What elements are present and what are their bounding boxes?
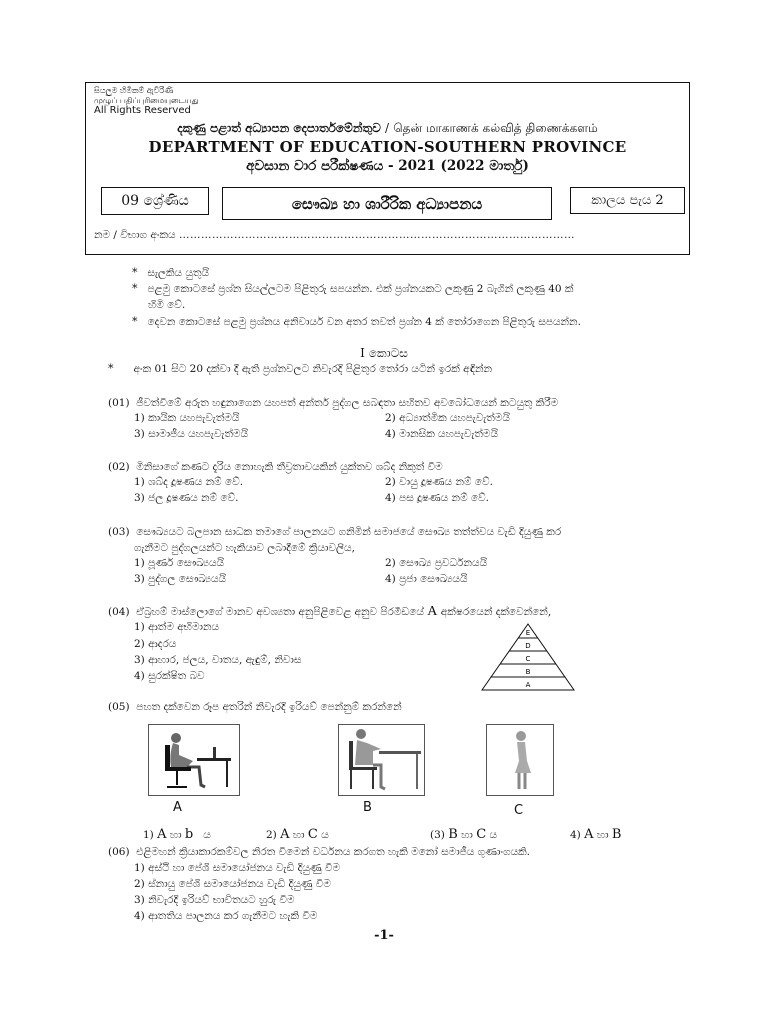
person-head-icon bbox=[356, 729, 366, 739]
person-body-icon bbox=[170, 743, 193, 767]
q4-option-1[interactable]: 1) ආත්ම අභිමානය bbox=[134, 621, 220, 633]
q3-option-3[interactable]: 3) පුද්ගල සෞඛ්‍යයයි bbox=[134, 573, 227, 585]
exam-title: අවසාන වාර පරීක්ෂණය - 2021 (2022 මාර්තු) bbox=[246, 158, 529, 174]
instruction-text: දෙවන කොටසේ පළමු ප්‍රශ්නය අනිවාර්ය වන අතර තවත් ප්‍රශ්න 4 ක් තෝරාගෙන පිළිතුරු සපයන්න. bbox=[147, 316, 581, 328]
q4-option-3[interactable]: 3) ආහාර, ජලය, වාතය, ඇඳුම්, නිවාස bbox=[134, 654, 302, 666]
instruction-text: සැලකිය යුතුයි bbox=[147, 267, 210, 279]
time-label: කාලය පැය 2 bbox=[591, 193, 664, 208]
option-conjunction: හා bbox=[596, 829, 609, 841]
pyramid-level-e: E bbox=[525, 629, 531, 637]
instruction-2-cont bbox=[148, 298, 185, 312]
q5-option-3[interactable] bbox=[430, 827, 497, 842]
option-number: 2) bbox=[266, 829, 277, 841]
bullet: * bbox=[132, 315, 138, 328]
name-index-row bbox=[94, 229, 575, 242]
person-head-icon bbox=[516, 731, 526, 741]
maslow-pyramid bbox=[478, 622, 578, 692]
q3-option-4[interactable]: 4) ප්‍රජා සෞඛ්‍යයයි bbox=[385, 573, 468, 585]
question-text: මිනිසාගේ කණට දැරිය නොහැකි තීව්‍රතාවයකින් යුක්තව ශබ්ද නිකුත් වීම bbox=[136, 461, 443, 473]
option-number: (3) bbox=[430, 829, 445, 841]
q3-option-1[interactable]: 1) පූර්ණ සෞඛ්‍යයයි bbox=[134, 557, 225, 569]
person-body-icon bbox=[515, 742, 531, 773]
instruction-1 bbox=[132, 266, 209, 280]
q2-option-4[interactable]: 4) පස දූෂණය නම් වේ. bbox=[385, 492, 490, 504]
question-number: (01) bbox=[108, 397, 130, 409]
option-letter: A bbox=[584, 827, 594, 842]
q1-option-2[interactable]: 2) අධ්‍යාත්මික යහපැවැත්මයි bbox=[385, 412, 510, 424]
question-number: (04) bbox=[108, 606, 130, 618]
option-suffix: ය bbox=[321, 829, 329, 841]
q6-option-4[interactable]: 4) ආතතිය පාලනය කර ගැනීමට හැකි වීම bbox=[134, 910, 318, 922]
question-number: (06) bbox=[108, 846, 130, 858]
image-b-label: B bbox=[363, 800, 372, 815]
q1-option-4[interactable]: 4) මානසික යහපැවැත්මයි bbox=[385, 428, 499, 440]
copyright-notice bbox=[94, 86, 199, 116]
question-text-end: අක්ෂරයෙන් දක්වෙන්නේ, bbox=[440, 606, 552, 618]
q5-option-1[interactable] bbox=[143, 827, 211, 842]
q5-option-2[interactable] bbox=[266, 827, 329, 842]
copyright-english: All Rights Reserved bbox=[94, 105, 191, 116]
chair-back-icon bbox=[349, 741, 353, 769]
q6-option-2[interactable]: 2) ස්නායු පේශි සමායෝජනය වැඩි දියුණු වීම bbox=[134, 878, 331, 890]
pyramid-level-b: B bbox=[525, 668, 531, 676]
posture-image-b bbox=[338, 724, 425, 796]
posture-image-a bbox=[148, 724, 240, 796]
option-conjunction: හා bbox=[461, 829, 473, 841]
option-letter: b bbox=[184, 827, 194, 842]
option-suffix: ය bbox=[489, 829, 498, 841]
copyright-tamil: முழுப் பதிப்புரிமையுடையது bbox=[94, 96, 199, 105]
posture-image-c bbox=[486, 724, 554, 796]
q1-option-3[interactable]: 3) සාමාජීය යහපැවැත්මයි bbox=[134, 428, 249, 440]
table-icon bbox=[379, 751, 421, 754]
question-1 bbox=[108, 396, 558, 411]
bullet: * bbox=[132, 266, 138, 279]
option-letter: C bbox=[307, 827, 318, 842]
time-box bbox=[570, 187, 685, 214]
department-tamil: தென் மாகாணக் கல்வித் திணைக்களம் bbox=[393, 121, 598, 135]
option-conjunction: හා bbox=[169, 829, 182, 841]
option-letter: B bbox=[611, 827, 622, 842]
department-line bbox=[85, 121, 690, 137]
option-suffix: ය bbox=[203, 829, 211, 841]
question-number: (05) bbox=[108, 701, 130, 713]
q4-option-2[interactable]: 2) ආදරය bbox=[134, 638, 177, 650]
subject-label: සෞඛ්‍ය හා ශාරීරික අධ්‍යාපනය bbox=[291, 194, 483, 213]
instruction-text: පළමු කොටසේ ප්‍රශ්න සියල්ලටම පිළිතුරු සපයන්න. එක් ප්‍රශ්නයකට ලකුණු 2 බැගින් ලකුණු 40 ක් bbox=[147, 283, 574, 295]
laptop-icon bbox=[213, 747, 216, 758]
subject-box bbox=[222, 187, 552, 220]
question-5 bbox=[108, 700, 402, 715]
question-text: සෞඛ්‍යයට බලපාන සාධක තමාගේ පාලනයට ගනිමින් සමාජයේ සෞඛ්‍ය තත්ත්වය වැඩි දියුණු කර bbox=[136, 526, 562, 538]
question-text: පහත දක්වෙන රූප අතරින් නිවැරදි ඉරියව් පෙන්නුම් කරන්නේ bbox=[136, 701, 402, 713]
person-head-icon bbox=[171, 733, 181, 743]
q6-option-1[interactable]: 1) අස්ථි හා පේශි සමායෝජනය වැඩි දියුණු වීම bbox=[134, 862, 341, 874]
question-letter: A bbox=[427, 604, 438, 619]
instruction-2 bbox=[132, 282, 573, 296]
department-separator: / bbox=[385, 121, 390, 135]
name-index-label: නම / විභාග අංකය bbox=[94, 229, 176, 241]
q2-option-1[interactable]: 1) ශබ්ද දූෂණය නම් වේ. bbox=[134, 476, 244, 488]
option-letter: B bbox=[448, 827, 458, 842]
section-note-text: අංක 01 සිට 20 දක්වා දී ඇති ප්‍රශ්නවලට නිවැරදි පිළිතුර තෝරා යටින් ඉරක් අඳින්න bbox=[133, 363, 493, 375]
grade-box bbox=[101, 187, 209, 215]
grade-label: 09 ශ්‍රේණිය bbox=[121, 193, 189, 209]
image-a-label: A bbox=[173, 800, 182, 815]
q3-option-2[interactable]: 2) සෞඛ්‍ය ප්‍රවර්ධනයයි bbox=[385, 557, 488, 569]
name-index-field[interactable]: ……………………………………………………………………………………………… bbox=[178, 229, 575, 241]
desk-icon bbox=[197, 758, 231, 761]
q1-option-1[interactable]: 1) කායික යහපැවැත්මයි bbox=[134, 412, 240, 424]
copyright-sinhala: සියලුම හිමිකම් ඇවිරිණි bbox=[94, 86, 174, 95]
question-text: එළිමහන් ක්‍රියාකාරකම්වල නිරත වීමෙන් වර්ධනය කරගත හැකි මනෝ සමාජීය ගුණාංගයකි. bbox=[136, 846, 531, 858]
option-number: 1) bbox=[143, 829, 154, 841]
section-title: I කොටස bbox=[360, 346, 408, 360]
instruction-text: හිමි වේ. bbox=[148, 299, 186, 311]
option-number: 4) bbox=[570, 829, 581, 841]
q5-option-4[interactable] bbox=[570, 827, 621, 842]
question-number: (02) bbox=[108, 461, 130, 473]
q2-option-2[interactable]: 2) වායු දූෂණය නම් වේ. bbox=[385, 476, 493, 488]
department-sinhala: දකුණු පළාත් අධ්‍යාපන දෙපාර්තමේන්තුව bbox=[177, 121, 381, 135]
bullet: * bbox=[108, 362, 114, 375]
page-number: -1- bbox=[374, 928, 394, 943]
chair-back-icon bbox=[165, 745, 170, 769]
question-4 bbox=[108, 604, 551, 620]
section-note bbox=[108, 362, 492, 376]
question-number: (03) bbox=[108, 526, 130, 538]
option-conjunction: හා bbox=[292, 829, 305, 841]
person-body-icon bbox=[355, 740, 381, 765]
option-letter: C bbox=[476, 827, 487, 842]
pyramid-level-a: A bbox=[525, 681, 531, 689]
question-text: ඒබ්‍රහම් මාස්ලොගේ මානව අවශ්‍යතා අනුපිළිවෙළ අනුව පිරමීඩයේ bbox=[136, 606, 424, 618]
q2-option-3[interactable]: 3) ජල දූෂණය නම් වේ. bbox=[134, 492, 239, 504]
image-c-label: C bbox=[514, 803, 524, 818]
option-letter: A bbox=[280, 827, 290, 842]
pyramid-level-d: D bbox=[525, 642, 531, 650]
q6-option-3[interactable]: 3) නිවැරදි ඉරියව් භාවිතයට හුරු වීම bbox=[134, 894, 295, 906]
bullet: * bbox=[132, 282, 138, 295]
question-3-cont: ගැනීමට පුද්ගලයන්ට හැකියාව ලබාදීමේ ක්‍රියාවලිය, bbox=[134, 542, 355, 554]
instruction-3 bbox=[132, 315, 581, 329]
q4-option-4[interactable]: 4) සුරක්ෂිත බව bbox=[134, 670, 205, 682]
option-letter: A bbox=[157, 827, 167, 842]
pyramid-level-c: C bbox=[525, 655, 531, 663]
question-text: ජීවත්වීමේ අරුත හඳුනාගෙන යහපත් අන්තර් පුද්ගල සබඳතා සහිතව අවබෝධයෙන් කටයුතු කිරීම bbox=[136, 397, 559, 409]
question-6 bbox=[108, 845, 530, 860]
question-3 bbox=[108, 525, 561, 540]
question-2 bbox=[108, 460, 443, 475]
department-english: DEPARTMENT OF EDUCATION-SOUTHERN PROVINCE bbox=[148, 138, 627, 156]
